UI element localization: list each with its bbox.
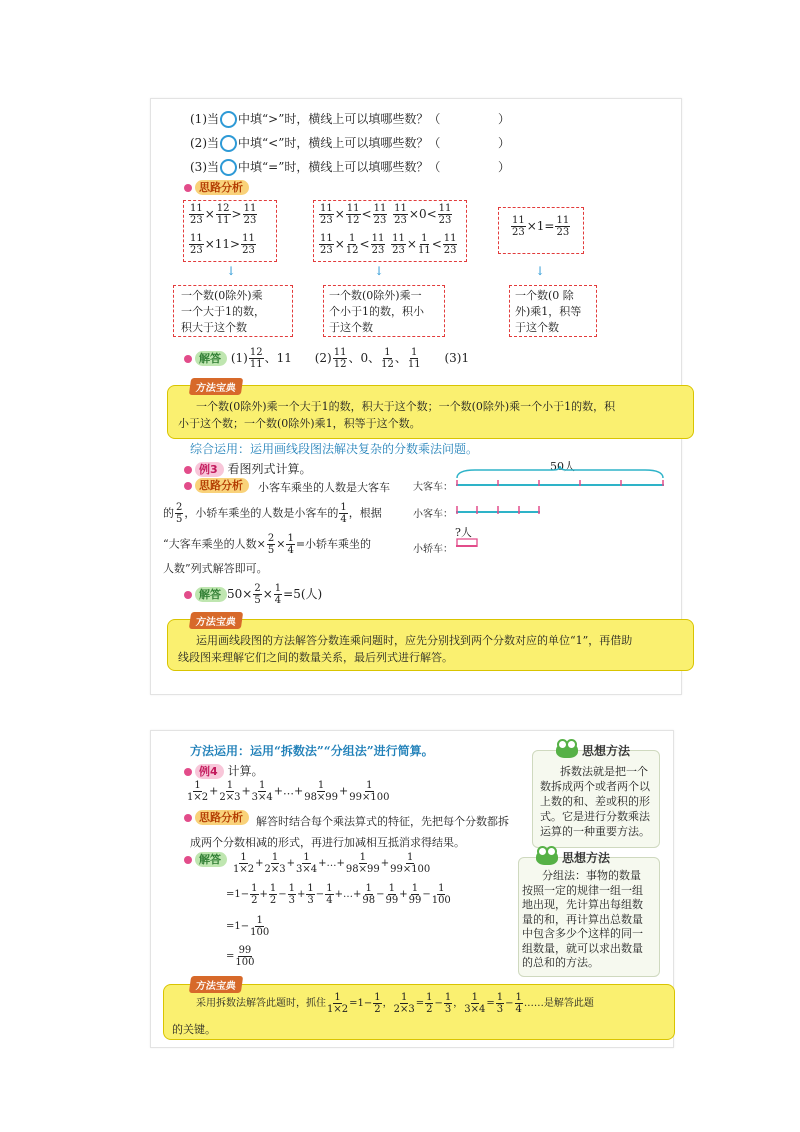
minibus-label: 小客车： — [413, 509, 453, 520]
arrow-down-icon: ↓ — [374, 264, 385, 278]
side-panel-2-title: 思想方法 — [562, 851, 611, 865]
method-stamp: 方法宝典 — [189, 378, 243, 395]
note1-text: 一个数(0除外)乘 一个大于1的数， 积大于这个数 — [181, 289, 265, 334]
solution-line-1: $\frac{1}{1\times 2}$ + $\frac{1}{2\times 3}$ + $\frac{1}{3\times 4}$ +…+ $\frac{1}{98\times 99}$ + $\frac{1}{99\times 100}$ — [233, 852, 431, 875]
analysis2-line4: 人数”列式解答即可。 — [163, 562, 268, 575]
analysis2-line1: 小客车乘坐的人数是大客车 — [258, 481, 390, 494]
analysis2-line2: 的 $\frac{2}{5}$ ，小轿车乘坐的人数是小客车的 $\frac{1}{4}$ ，根据 — [163, 502, 382, 525]
frog-icon — [536, 849, 558, 865]
box3-line: $\frac{11}{23}$ ×1= $\frac{11}{23}$ — [512, 215, 570, 238]
brace-icon — [455, 466, 665, 480]
analysis3-tag: 思路分析 — [184, 810, 249, 825]
method-text-1: 一个数(0除外)乘一个大于1的数，积大于这个数；一个数(0除外)乘一个小于1的数，积 小于这个数；一个数(0除外)乘1，积等于这个数。 — [178, 400, 616, 430]
box1-line2: $\frac{11}{23}$ ×11> $\frac{11}{23}$ — [190, 233, 255, 256]
box2-line2: $\frac{11}{23}$ × $\frac{1}{12}$ < $\frac{11}{23}$ $\frac{11}{23}$ × $\frac{1}{11}$ < $\frac{11}{23}$ — [320, 233, 457, 256]
solution-line-4: = $\frac{99}{100}$ — [226, 945, 255, 968]
example-3-row: 例3 看图列式计算。 — [184, 460, 312, 477]
side-panel-1-title: 思想方法 — [582, 744, 631, 758]
box1-line1: $\frac{11}{23}$ × $\frac{12}{11}$ > $\frac{11}{23}$ — [190, 203, 257, 226]
circle-blank-icon — [220, 159, 237, 176]
box2-line1: $\frac{11}{23}$ × $\frac{11}{12}$ < $\frac{11}{23}$ $\frac{11}{23}$ ×0< $\frac{11}{23}$ — [320, 203, 452, 226]
method2-stamp: 方法宝典 — [189, 612, 243, 629]
bus-ticks — [456, 480, 666, 488]
car-label: 小轿车： — [413, 544, 453, 555]
question-1-close: ） — [498, 112, 511, 126]
method-text-3-end: 的关键。 — [172, 1023, 216, 1036]
section-title-2: 方法运用：运用“拆数法”“分组法”进行简算。 — [190, 744, 434, 758]
method3-stamp: 方法宝典 — [189, 976, 243, 993]
circle-blank-icon — [220, 111, 237, 128]
question-quantity-label: ?人 — [455, 526, 472, 539]
solution-line-2: =1− $\frac{1}{2}$ + $\frac{1}{2}$ − $\frac{1}{3}$ + $\frac{1}{3}$ − $\frac{1}{4}$ +…+ $\frac{1}{98}$ − $\frac{1}{99}$ + $\frac{1}{99}$ − $\frac{1}{100}$ — [226, 883, 451, 906]
analysis3-text: 解答时结合每个乘法算式的特征，先把每个分数都拆 成两个分数相减的形式，再进行加减相互抵消求得结果。 — [190, 815, 509, 849]
arrow-down-icon: ↓ — [535, 264, 546, 278]
arrow-down-icon: ↓ — [226, 264, 237, 278]
side-panel-2-text: 分组法：事物的数量 按照一定的规律一组一组 地出现，先计算出每组数 量的和，再计算出总数量 中包含多少个这样的同一 组数量，就可以求出数量 的总和的方法。 — [522, 869, 643, 969]
diagram-top-label: 50人 — [550, 460, 575, 473]
analysis-tag: 思路分析 — [184, 180, 249, 195]
solution-line-3: =1− $\frac{1}{100}$ — [226, 915, 270, 938]
bus-label: 大客车： — [413, 482, 453, 493]
example-4-expression: $\frac{1}{1\times 2}$ + $\frac{1}{2\times 3}$ + $\frac{1}{3\times 4}$ +…+ $\frac{1}{98\times 99}$ + $\frac{1}{99\times 100}$ — [187, 780, 390, 803]
answer3-tag: 解答 — [184, 852, 227, 867]
question-3-close: ） — [498, 160, 511, 174]
answer-row: 解答 (1) $\frac{12}{11}$ 、11 (2) $\frac{11}{12}$ 、0、 $\frac{1}{12}$ 、 $\frac{1}{11}$ (3)1 — [184, 347, 469, 370]
question-2: (2)当 中填“<”时，横线上可以填哪些数？（ — [190, 136, 441, 150]
minibus-ticks — [456, 506, 546, 516]
section-title-1: 综合运用：运用画线段图法解决复杂的分数乘法问题。 — [190, 442, 479, 456]
analysis2-line3: “大客车乘坐的人数× $\frac{2}{5}$ × $\frac{1}{4}$ =小轿车乘坐的 — [163, 533, 372, 556]
circle-blank-icon — [220, 135, 237, 152]
method-text-2: 运用画线段图的方法解答分数连乘问题时，应先分别找到两个分数对应的单位“1”，再借助 线段图来理解它们之间的数量关系，最后列式进行解答。 — [178, 634, 633, 664]
side-panel-1-text: 拆数法就是把一个 数拆成两个或者两个以 上数的和、差或积的形 式。它是进行分数乘法 运算的一种重要方法。 — [540, 765, 650, 838]
example-4-row: 例4 计算。 — [184, 762, 264, 779]
question-1: (1)当 中填“>”时，横线上可以填哪些数？（ — [190, 112, 441, 126]
car-bracket — [456, 535, 480, 549]
method-text-3: 采用拆数法解答此题时，抓住 $\frac{1}{1\times 2}$ =1− $\frac{1}{2}$ ， $\frac{1}{2\times 3}$ = $\frac{1}{2}$ − $\frac{1}{3}$ ， $\frac{1}{3\times 4}$ = $\frac{1}{3}$ − $\frac{1}{4}$ ……是解答此题 — [196, 992, 594, 1015]
analysis2-tag: 思路分析 — [184, 478, 249, 493]
question-3: (3)当 中填“=”时，横线上可以填哪些数？（ — [190, 160, 441, 174]
note2-text: 一个数(0除外)乘一 个小于1的数，积小 于这个数 — [329, 289, 424, 334]
frog-icon — [556, 742, 578, 758]
answer2-row: 解答 50× $\frac{2}{5}$ × $\frac{1}{4}$ =5(人) — [184, 583, 322, 606]
note3-text: 一个数(0 除 外)乘1，积等 于这个数 — [515, 289, 582, 334]
question-2-close: ） — [498, 136, 511, 150]
